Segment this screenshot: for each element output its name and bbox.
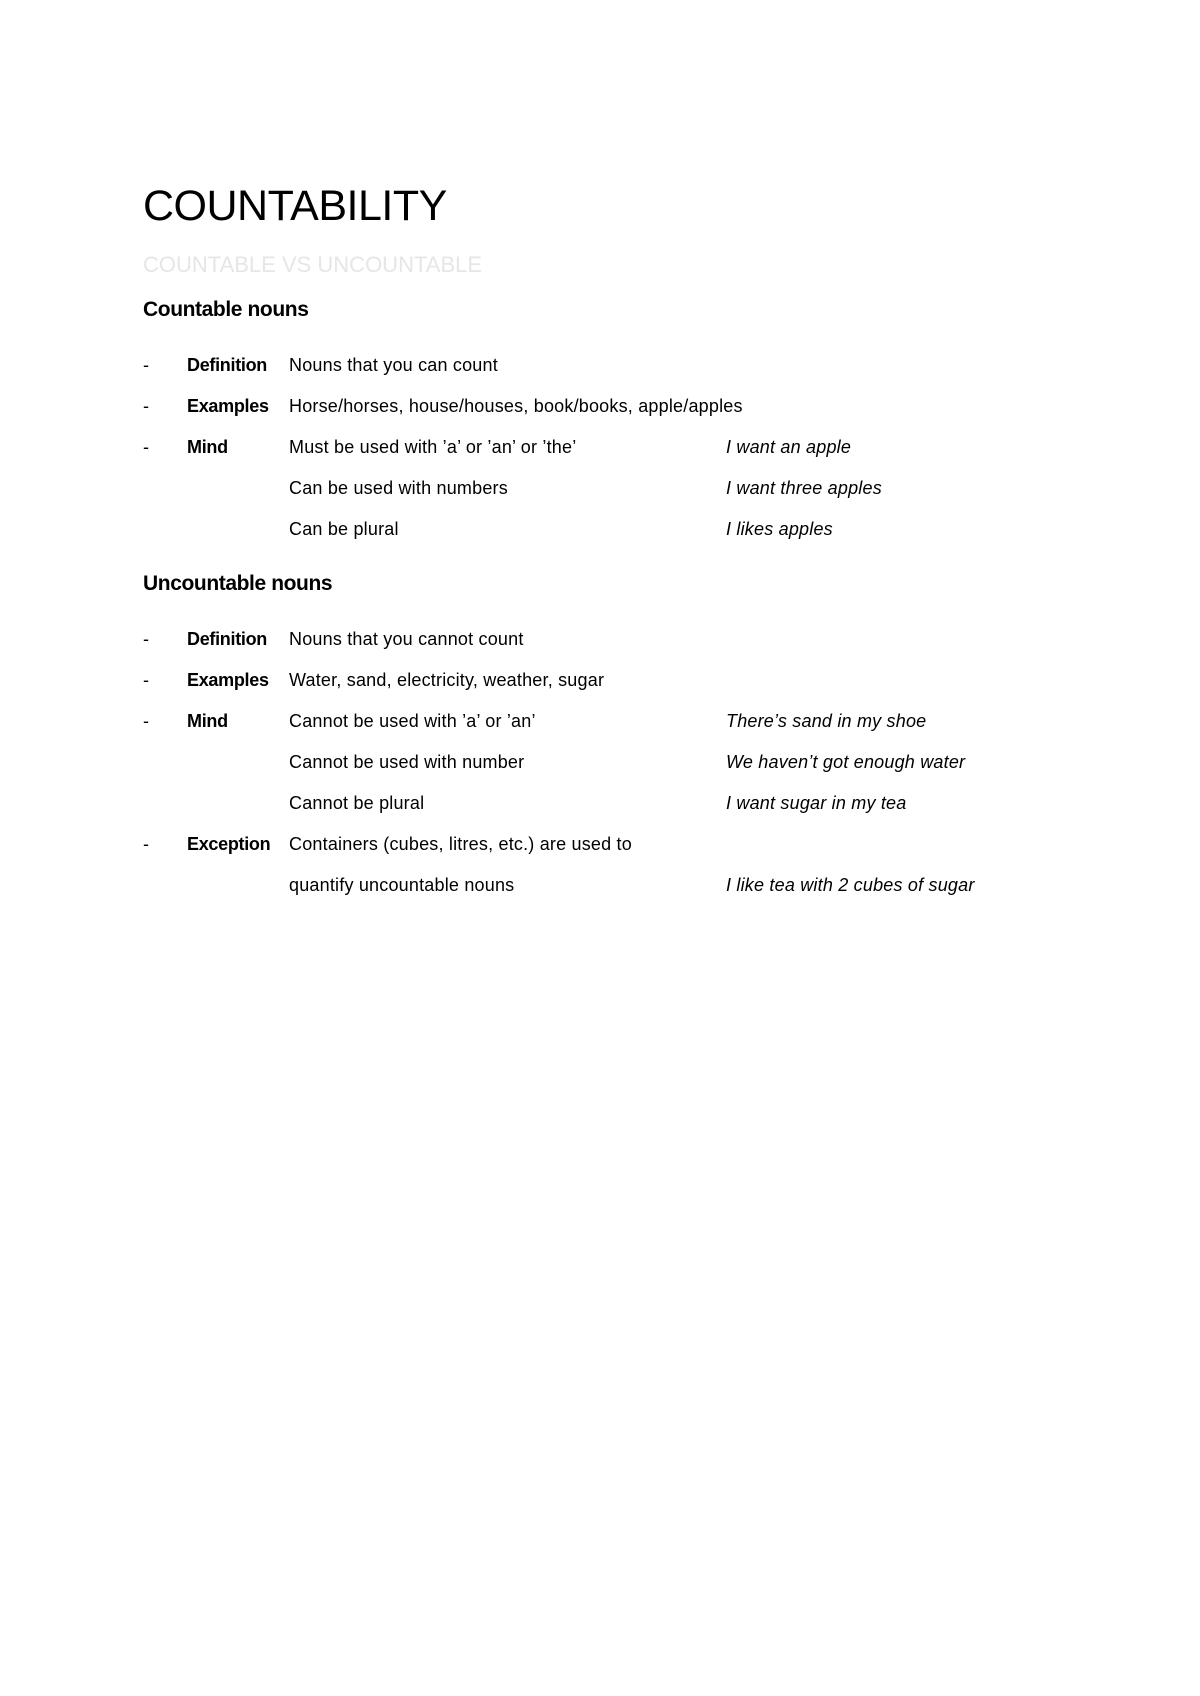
bullet-dash: - <box>143 834 149 854</box>
uncountable-heading: Uncountable nouns <box>143 572 333 595</box>
row-description: Containers (cubes, litres, etc.) are used to <box>289 834 632 854</box>
row-description: Cannot be used with number <box>289 752 525 772</box>
countable-heading: Countable nouns <box>143 298 309 321</box>
document-subtitle: COUNTABLE VS UNCOUNTABLE <box>143 252 483 277</box>
row-description: Cannot be used with ’a’ or ’an’ <box>289 711 536 731</box>
row-label: Mind <box>187 711 228 731</box>
row-description: quantify uncountable nouns <box>289 875 515 895</box>
countable-row-examples <box>0 391 1200 421</box>
row-description: Nouns that you cannot count <box>289 629 524 649</box>
uncountable-row-mind-number <box>0 747 1200 777</box>
row-description: Horse/horses, house/houses, book/books, apple/apples <box>289 396 743 416</box>
row-description: Can be plural <box>289 519 399 539</box>
countable-row-mind-numbers <box>0 473 1200 503</box>
uncountable-row-exception-continued <box>0 870 1200 900</box>
bullet-dash: - <box>143 437 149 457</box>
row-description: Can be used with numbers <box>289 478 508 498</box>
countable-row-definition <box>0 350 1200 380</box>
row-example: I want an apple <box>726 437 852 457</box>
countable-row-mind-plural <box>0 514 1200 544</box>
bullet-dash: - <box>143 670 149 690</box>
bullet-dash: - <box>143 396 149 416</box>
bullet-dash: - <box>143 355 149 375</box>
row-label: Mind <box>187 437 228 457</box>
row-example: There’s sand in my shoe <box>726 711 927 731</box>
row-description: Must be used with ’a’ or ’an’ or ’the’ <box>289 437 577 457</box>
row-example: We haven’t got enough water <box>726 752 966 772</box>
uncountable-row-examples <box>0 665 1200 695</box>
uncountable-row-mind-plural <box>0 788 1200 818</box>
row-label: Examples <box>187 670 269 690</box>
row-description: Cannot be plural <box>289 793 425 813</box>
uncountable-row-exception <box>0 829 1200 859</box>
row-example: I want sugar in my tea <box>726 793 907 813</box>
row-example: I like tea with 2 cubes of sugar <box>726 875 975 895</box>
uncountable-row-definition <box>0 624 1200 654</box>
uncountable-row-mind <box>0 706 1200 736</box>
row-label: Exception <box>187 834 271 854</box>
document-title: COUNTABILITY <box>143 182 447 230</box>
bullet-dash: - <box>143 629 149 649</box>
bullet-dash: - <box>143 711 149 731</box>
row-description: Water, sand, electricity, weather, sugar <box>289 670 605 690</box>
row-label: Examples <box>187 396 269 416</box>
row-description: Nouns that you can count <box>289 355 498 375</box>
row-example: I want three apples <box>726 478 882 498</box>
row-example: I likes apples <box>726 519 833 539</box>
row-label: Definition <box>187 629 267 649</box>
row-label: Definition <box>187 355 267 375</box>
countable-row-mind <box>0 432 1200 462</box>
